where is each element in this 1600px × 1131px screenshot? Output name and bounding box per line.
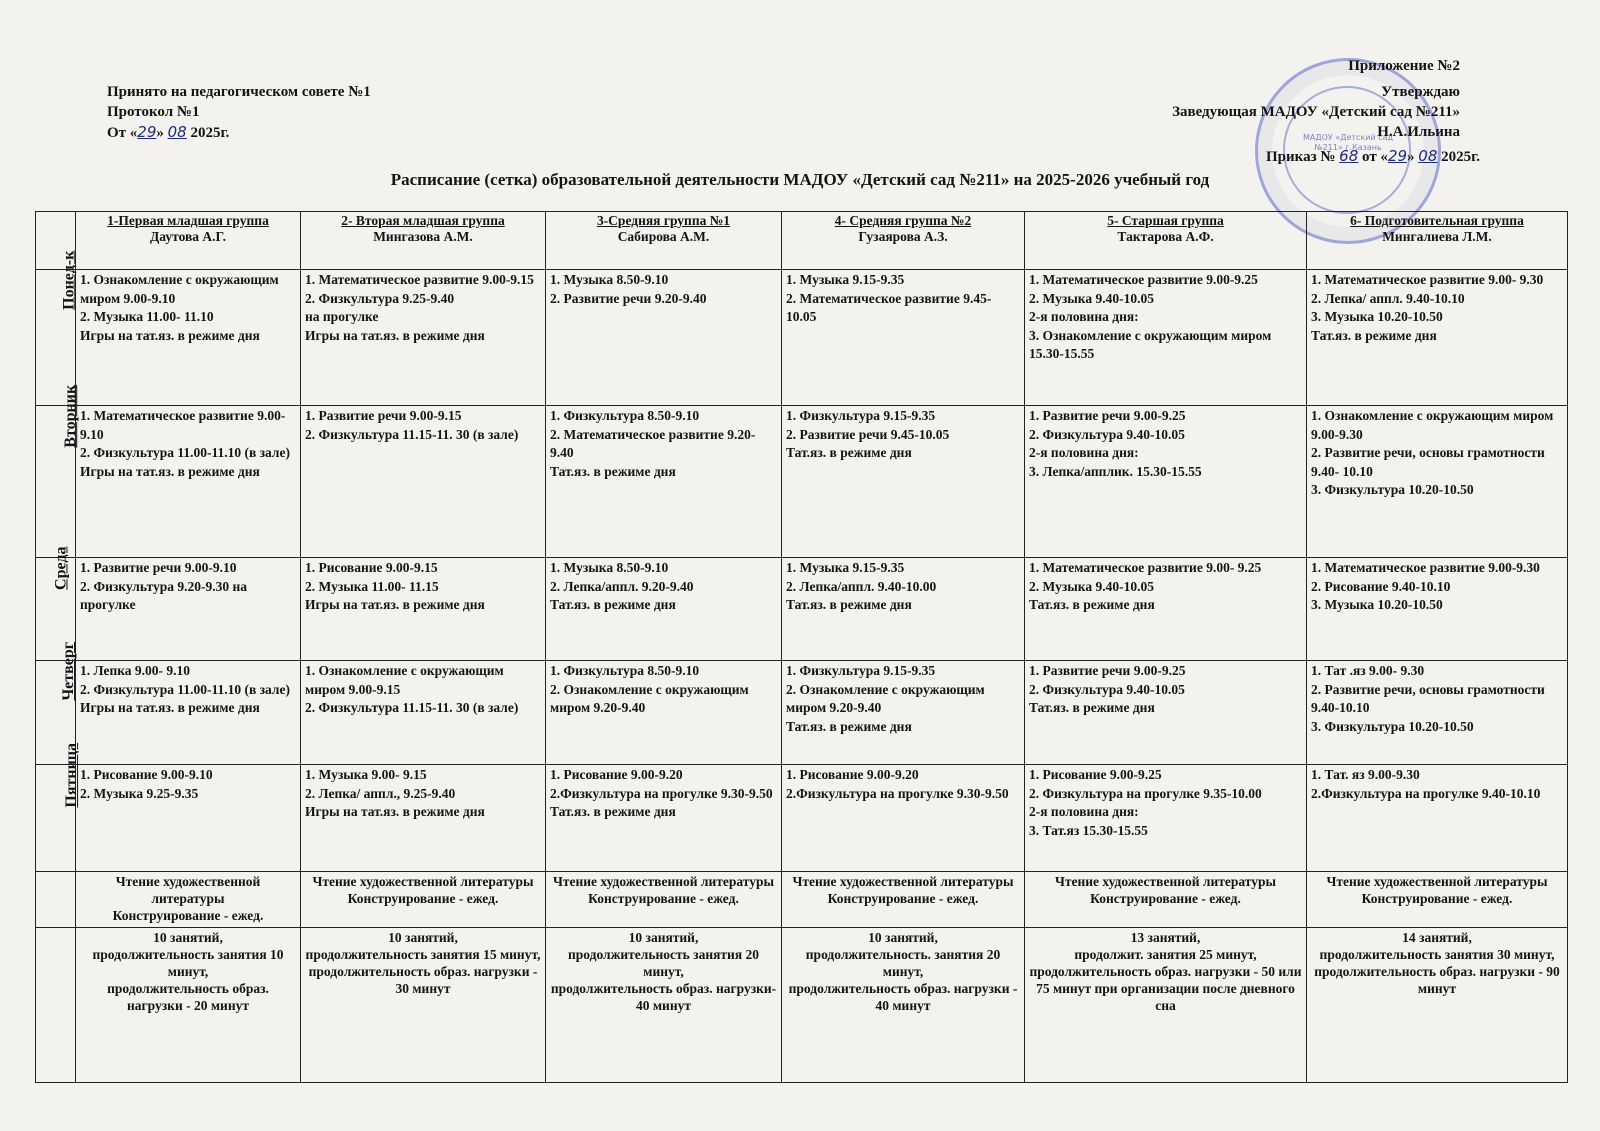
activity-line: 2. Музыка 9.25-9.35 — [80, 785, 199, 801]
schedule-cell — [546, 270, 782, 406]
activity-line: Игры на тат.яз. в режиме дня — [305, 597, 485, 612]
schedule-cell — [782, 661, 1025, 765]
activity-line: 1. Математическое развитие 9.00- 9.30 — [1311, 272, 1544, 287]
activity-line: 1. Развитие речи 9.00-9.15 — [305, 408, 462, 423]
schedule-cell — [546, 765, 782, 872]
activity-line: 1. Музыка 8.50-9.10 — [550, 560, 669, 575]
schedule-cell — [546, 406, 782, 558]
summary-line: продолжительность образ. нагрузки - 50 или 75 минут при организации после дневного сна — [1029, 964, 1302, 1013]
schedule-cell — [1025, 270, 1307, 406]
summary-line: 10 занятий, — [153, 930, 223, 945]
summary-cell — [782, 928, 1025, 1083]
group-name: 2- Вторая младшая группа — [341, 213, 505, 228]
activity-line: 1. Тат .яз 9.00- 9.30 — [1311, 663, 1425, 678]
activity-line: 1. Математическое развитие 9.00-9.15 — [305, 272, 534, 287]
approval-header — [1172, 56, 1480, 167]
schedule-table — [35, 211, 1568, 1083]
day-name: Понед-к — [60, 250, 78, 310]
schedule-cell — [546, 558, 782, 661]
summary-line: продолжительность образ. нагрузки - 20 минут — [107, 981, 269, 1013]
day-row — [36, 661, 1568, 765]
seal-text: МАДОУ «Детский сад №211» г.Казань — [1302, 133, 1394, 152]
activity-line: Тат.яз. в режиме дня — [1311, 327, 1437, 343]
activity-line: Тат.яз. в режиме дня — [786, 718, 912, 734]
activity-line: Тат.яз. в режиме дня — [786, 445, 912, 460]
activity-line: Игры на тат.яз. в режиме дня — [80, 700, 260, 715]
activity-line: 1. Физкультура 9.15-9.35 — [786, 408, 936, 423]
order-month: 08 — [1418, 147, 1438, 165]
daily-line: Конструирование - ежед. — [827, 891, 979, 906]
activity-line: 1. Физкультура 8.50-9.10 — [550, 663, 700, 678]
activity-line: 2. Музыка 11.00- 11.10 — [80, 309, 214, 324]
activity-line: 1. Музыка 9.15-9.35 — [786, 272, 905, 287]
schedule-title: Расписание (сетка) образовательной деятельности МАДОУ «Детский сад №211» на 2025-2026 учебный год — [390, 170, 1210, 189]
daily-cell — [76, 872, 301, 928]
group-header-1 — [76, 212, 301, 270]
activity-line: 2. Физкультура на прогулке 9.35-10.00 — [1029, 785, 1262, 801]
schedule-cell — [546, 661, 782, 765]
activity-line: 2.Физкультура на прогулке 9.30-9.50 — [550, 785, 773, 801]
group-teacher: Даутова А.Г. — [150, 229, 226, 244]
activity-line: 1. Ознакомление с окружающим миром 9.00-9.30 — [1311, 408, 1554, 442]
order-line — [1172, 146, 1480, 167]
activity-line: 2. Лепка/ аппл., 9.25-9.40 — [305, 785, 456, 801]
summary-line: продолжительность образ. нагрузки- 40 минут — [550, 981, 777, 1013]
summary-line: 10 занятий, — [388, 930, 458, 945]
activity-line: 1. Рисование 9.00-9.25 — [1029, 767, 1162, 782]
daily-line: Чтение художественной литературы — [552, 874, 775, 889]
summary-line: продолжительность образ. нагрузки - 90 минут — [1314, 964, 1560, 996]
activity-line: 1. Ознакомление с окружающим миром 9.00-9.15 — [305, 663, 504, 697]
summary-cell — [76, 928, 301, 1083]
date-month: 08 — [167, 123, 187, 141]
activity-line: 1. Развитие речи 9.00-9.10 — [80, 560, 237, 575]
activity-line: 1. Развитие речи 9.00-9.25 — [1029, 408, 1186, 423]
schedule-cell — [1025, 765, 1307, 872]
activity-line: 3. Музыка 10.20-10.50 — [1311, 309, 1443, 324]
group-header-5 — [1025, 212, 1307, 270]
order-mid2: » — [1407, 149, 1419, 165]
group-teacher: Гузаярова А.З. — [858, 229, 948, 244]
activity-line: 2. Музыка 9.40-10.05 — [1029, 578, 1154, 594]
day-row — [36, 270, 1568, 406]
activity-line: Игры на тат.яз. в режиме дня — [305, 804, 485, 819]
schedule-cell — [782, 270, 1025, 406]
summary-line: продолжительность занятия 10 минут, — [92, 947, 284, 979]
activity-line: Тат.яз. в режиме дня — [786, 597, 912, 612]
activity-line: 1. Математическое развитие 9.00-9.10 — [80, 408, 286, 442]
summary-line: продолжительность образ. нагрузки - 40 минут — [788, 981, 1018, 1013]
activity-line: 3. Ознакомление с окружающим миром 15.30-15.55 — [1029, 327, 1272, 361]
schedule-cell — [76, 406, 301, 558]
protocol-line: Протокол №1 — [107, 104, 200, 120]
summary-line: продолжительность занятия 20 минут, — [567, 947, 760, 979]
summary-cell — [546, 928, 782, 1083]
day-row — [36, 765, 1568, 872]
activity-line: 2. Математическое развитие 9.20-9.40 — [550, 426, 756, 460]
activity-line: 2. Математическое развитие 9.45-10.05 — [786, 290, 992, 324]
activity-line: Тат.яз. в режиме дня — [550, 597, 676, 612]
schedule-cell — [782, 765, 1025, 872]
activity-line: 1. Рисование 9.00-9.20 — [550, 767, 683, 782]
schedule-cell — [301, 765, 546, 872]
head-name: Н.А.Ильина — [1377, 124, 1460, 140]
schedule-cell — [1307, 406, 1568, 558]
activity-line: 1. Математическое развитие 9.00-9.25 — [1029, 272, 1258, 287]
summary-line: продолжительность занятия 15 минут, — [305, 947, 541, 962]
group-header-3 — [546, 212, 782, 270]
schedule-cell — [301, 558, 546, 661]
summary-label-cell — [36, 928, 76, 1083]
activity-line: Тат.яз. в режиме дня — [550, 463, 676, 479]
activity-line: 2. Музыка 9.40-10.05 — [1029, 290, 1154, 306]
date-day: 29 — [137, 123, 157, 141]
activity-line: 2-я половина дня: — [1029, 804, 1139, 819]
day-name: Среда — [52, 546, 70, 590]
schedule-cell — [782, 558, 1025, 661]
day-name: Вторник — [62, 384, 80, 448]
activity-line: Тат.яз. в режиме дня — [1029, 597, 1155, 612]
activity-line: 9.40-10.10 — [1311, 700, 1370, 715]
group-name: 1-Первая младшая группа — [107, 213, 269, 228]
schedule-cell — [301, 406, 546, 558]
activity-line: Тат.яз. в режиме дня — [550, 804, 676, 819]
schedule-cell — [1025, 558, 1307, 661]
activity-line: 1. Развитие речи 9.00-9.25 — [1029, 663, 1186, 678]
day-name: Пятница — [63, 742, 81, 808]
schedule-cell — [76, 661, 301, 765]
summary-line: продолжительность образ. нагрузки - 30 минут — [308, 964, 538, 996]
schedule-cell — [1307, 661, 1568, 765]
date-suffix: 2025г. — [186, 125, 230, 141]
summary-line: 14 занятий, — [1402, 930, 1472, 945]
day-label-cell — [36, 384, 80, 558]
day-row — [36, 558, 1568, 661]
activity-line: 1. Тат. яз 9.00-9.30 — [1311, 767, 1420, 782]
activity-line: 2. Развитие речи 9.45-10.05 — [786, 426, 950, 442]
council-date — [107, 122, 371, 143]
order-suffix: 2025г. — [1437, 149, 1480, 165]
appendix-label: Приложение №2 — [1348, 58, 1460, 74]
group-teacher: Сабирова А.М. — [617, 229, 710, 244]
schedule-cell — [1307, 765, 1568, 872]
activity-line: 2-я половина дня: — [1029, 309, 1139, 324]
head-title: Заведующая МАДОУ «Детский сад №211» — [1172, 104, 1460, 120]
activity-line: 2. Лепка/аппл. 9.40-10.00 — [786, 578, 937, 594]
schedule-cell — [301, 661, 546, 765]
activity-line: 1. Музыка 8.50-9.10 — [550, 272, 669, 287]
date-mid: » — [156, 125, 164, 141]
activity-line: 2. Ознакомление с окружающим миром 9.20-9.40 — [786, 681, 985, 715]
summary-line: продолжит. занятия 25 минут, — [1074, 947, 1257, 962]
activity-line: 1. Физкультура 9.15-9.35 — [786, 663, 936, 678]
summary-line: 10 занятий, — [628, 930, 699, 945]
summary-cell — [1307, 928, 1568, 1083]
daily-line: Конструирование - ежед. — [1090, 891, 1241, 906]
daily-cell — [301, 872, 546, 928]
schedule-cell — [1025, 661, 1307, 765]
schedule-cell — [1307, 270, 1568, 406]
activity-line: Игры на тат.яз. в режиме дня — [305, 327, 485, 343]
activity-line: 3. Тат.яз 15.30-15.55 — [1029, 822, 1148, 838]
daily-line: Чтение художественной литературы — [1326, 874, 1548, 889]
daily-activities-row — [36, 872, 1568, 928]
activity-line: на прогулке — [305, 309, 379, 324]
activity-line: 2. Рисование 9.40-10.10 — [1311, 578, 1451, 594]
activity-line: 2. Физкультура 11.15-11. 30 (в зале) — [305, 426, 519, 442]
activity-line: 2. Физкультура 11.00-11.10 (в зале) — [80, 445, 290, 460]
date-prefix: От « — [107, 125, 138, 141]
daily-line: Чтение художественной литературы — [115, 874, 261, 906]
activity-line: 3. Физкультура 10.20-10.50 — [1311, 482, 1474, 497]
summary-row — [36, 928, 1568, 1083]
schedule-cell — [76, 765, 301, 872]
group-name: 3-Средняя группа №1 — [596, 213, 731, 228]
order-day: 29 — [1387, 147, 1408, 165]
activity-line: 1. Рисование 9.00-9.20 — [786, 767, 919, 782]
activity-line: 2. Развитие речи, основы грамотности — [1311, 681, 1545, 697]
activity-line: 2. Физкультура 11.00-11.10 (в зале) — [80, 681, 290, 697]
summary-cell — [1025, 928, 1307, 1083]
order-mid: от « — [1358, 149, 1388, 165]
activity-line: 2. Развитие речи 9.20-9.40 — [550, 290, 707, 306]
day-row — [36, 406, 1568, 558]
order-prefix: Приказ № — [1266, 149, 1340, 165]
activity-line: 1. Музыка 9.15-9.35 — [786, 560, 905, 575]
daily-label-cell — [36, 872, 76, 928]
group-header-6 — [1307, 212, 1568, 270]
schedule-cell — [76, 558, 301, 661]
activity-line: 1. Физкультура 8.50-9.10 — [550, 408, 700, 423]
activity-line: 2. Физкультура 9.20-9.30 на прогулке — [80, 578, 247, 612]
activity-line: 2. Лепка/аппл. 9.20-9.40 — [550, 578, 694, 594]
activity-line: 3. Лепка/апплик. 15.30-15.55 — [1029, 463, 1202, 479]
schedule-cell — [76, 270, 301, 406]
activity-line: 1. Рисование 9.00-9.10 — [80, 767, 213, 782]
activity-line: 2. Физкультура 9.25-9.40 — [305, 290, 455, 306]
daily-cell — [782, 872, 1025, 928]
schedule-cell — [1307, 558, 1568, 661]
activity-line: 2. Развитие речи, основы грамотности 9.40- 10.10 — [1311, 445, 1545, 479]
daily-cell — [1307, 872, 1568, 928]
activity-line: 2.Физкультура на прогулке 9.40-10.10 — [1311, 785, 1541, 801]
activity-line: 1. Лепка 9.00- 9.10 — [80, 663, 191, 678]
activity-line: 2.Физкультура на прогулке 9.30-9.50 — [786, 785, 1009, 801]
council-header — [107, 82, 371, 143]
summary-cell — [301, 928, 546, 1083]
daily-cell — [546, 872, 782, 928]
order-number: 68 — [1339, 147, 1359, 165]
activity-line: 1. Ознакомление с окружающим миром 9.00-9.10 — [80, 272, 279, 306]
activity-line: 3. Музыка 10.20-10.50 — [1311, 597, 1443, 612]
schedule-cell — [782, 406, 1025, 558]
daily-line: Чтение художественной литературы — [1054, 874, 1277, 889]
summary-line: продолжительность. занятия 20 минут, — [805, 947, 1001, 979]
daily-line: Чтение художественной литературы — [312, 874, 534, 889]
activity-line: 2. Физкультура 9.40-10.05 — [1029, 681, 1185, 697]
council-line: Принято на педагогическом совете №1 — [107, 84, 371, 100]
group-name: 6- Подготовительная группа — [1350, 213, 1524, 228]
group-header-4 — [782, 212, 1025, 270]
group-name: 5- Старшая группа — [1107, 213, 1224, 228]
day-label-cell — [36, 742, 81, 872]
approve-label: Утверждаю — [1381, 84, 1460, 100]
daily-line: Конструирование - ежед. — [112, 908, 264, 923]
group-teacher: Мингазова А.М. — [373, 229, 473, 244]
summary-line: 13 занятий, — [1130, 930, 1201, 945]
activity-line: 1. Математическое развитие 9.00-9.30 — [1311, 560, 1540, 575]
activity-line: Игры на тат.яз. в режиме дня — [80, 463, 260, 479]
daily-line: Чтение художественной литературы — [792, 874, 1014, 889]
daily-line: Конструирование - ежед. — [588, 891, 739, 906]
summary-line: продолжительность занятия 30 минут, — [1319, 947, 1555, 962]
group-name: 4- Средняя группа №2 — [834, 213, 972, 228]
activity-line: 2. Ознакомление с окружающим миром 9.20-9.40 — [550, 681, 749, 715]
group-teacher: Тактарова А.Ф. — [1117, 229, 1214, 244]
activity-line: 3. Физкультура 10.20-10.50 — [1311, 718, 1474, 734]
daily-line: Конструирование - ежед. — [1361, 891, 1513, 906]
summary-line: 10 занятий, — [868, 930, 938, 945]
activity-line: 1. Музыка 9.00- 9.15 — [305, 767, 427, 782]
group-teacher: Мингалиева Л.М. — [1382, 229, 1492, 244]
activity-line: 1. Математическое развитие 9.00- 9.25 — [1029, 560, 1262, 575]
activity-line: 2. Музыка 11.00- 11.15 — [305, 578, 439, 594]
activity-line: 2-я половина дня: — [1029, 445, 1139, 460]
day-name: Четверг — [60, 641, 78, 701]
activity-line: 2. Физкультура 9.40-10.05 — [1029, 426, 1185, 442]
group-header-2 — [301, 212, 546, 270]
daily-line: Конструирование - ежед. — [347, 891, 499, 906]
schedule-cell — [301, 270, 546, 406]
activity-line: 2. Физкультура 11.15-11. 30 (в зале) — [305, 700, 519, 715]
activity-line: Игры на тат.яз. в режиме дня — [80, 327, 260, 343]
schedule-cell — [1025, 406, 1307, 558]
activity-line: 1. Рисование 9.00-9.15 — [305, 560, 438, 575]
daily-cell — [1025, 872, 1307, 928]
activity-line: Тат.яз. в режиме дня — [1029, 700, 1155, 715]
activity-line: 2. Лепка/ аппл. 9.40-10.10 — [1311, 290, 1465, 306]
group-header-row — [36, 212, 1568, 270]
